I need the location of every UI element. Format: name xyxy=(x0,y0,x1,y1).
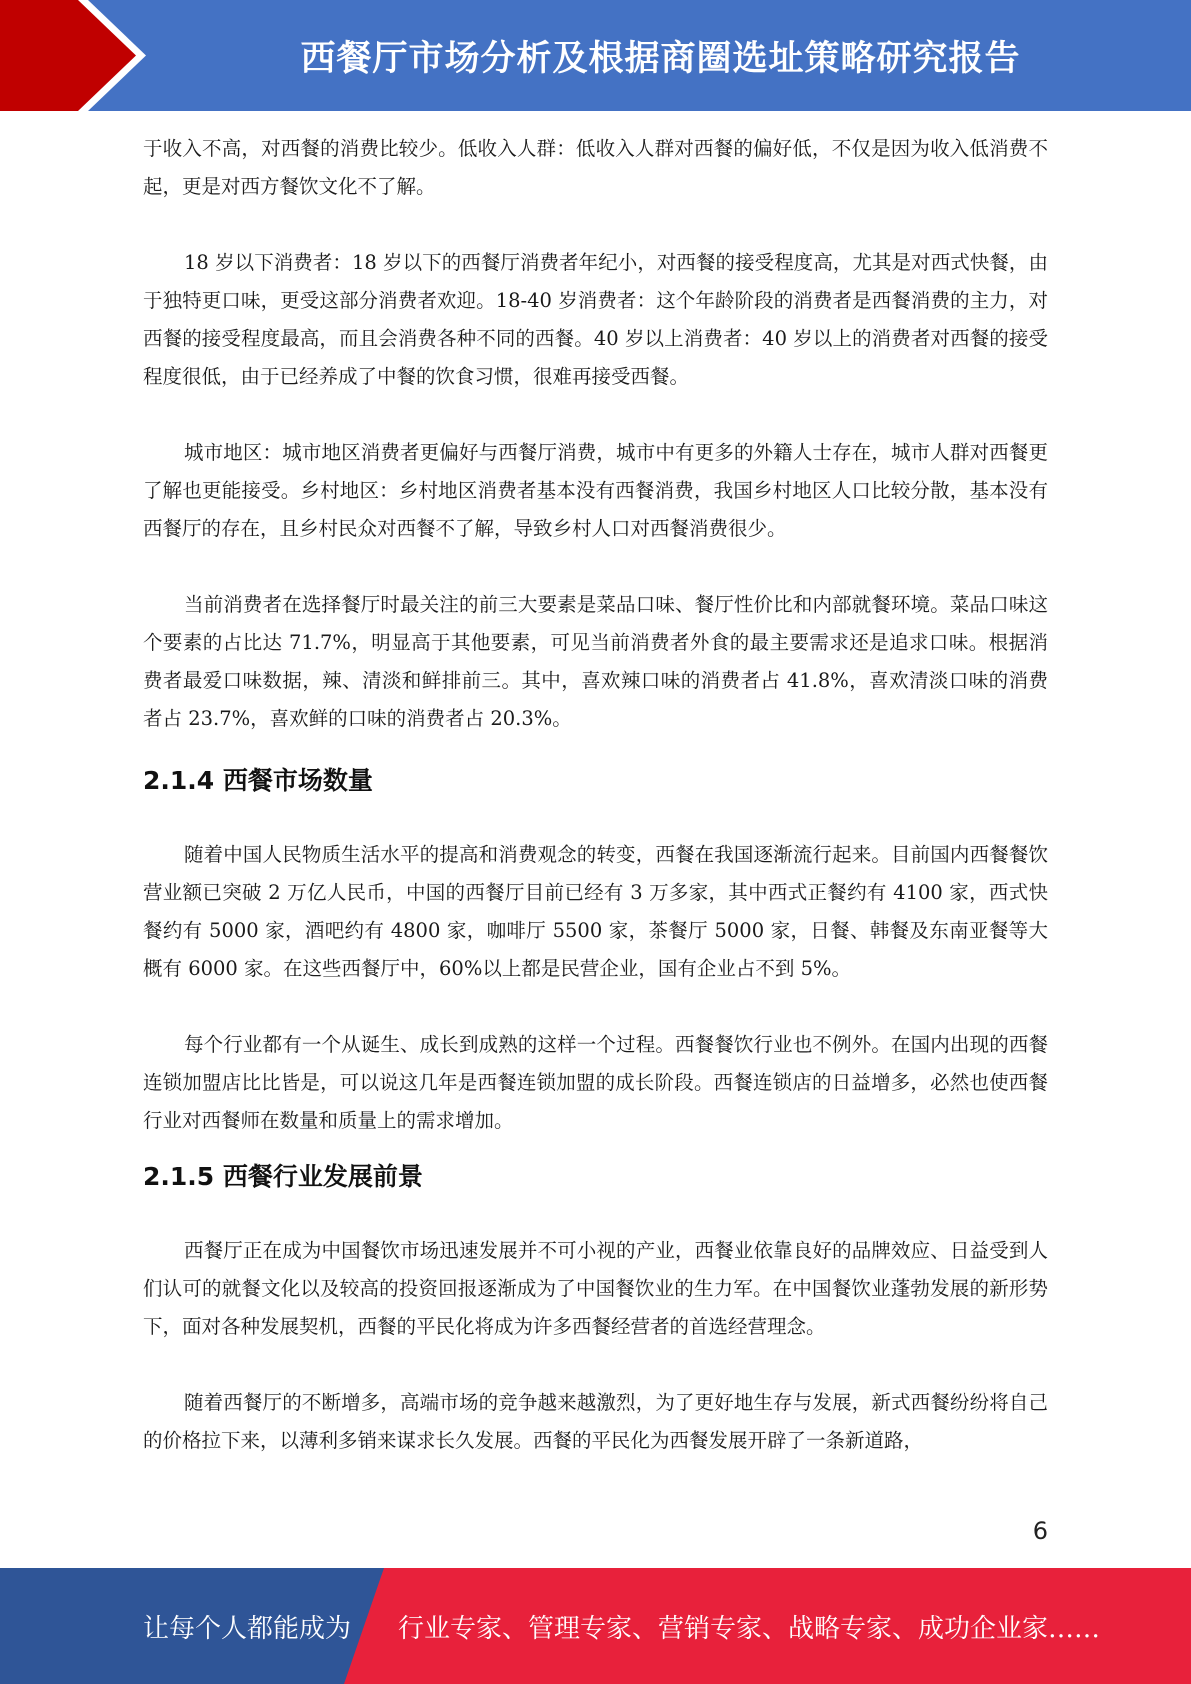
paragraph: 城市地区：城市地区消费者更偏好与西餐厅消费，城市中有更多的外籍人士存在，城市人群对西餐更了解也更能接受。乡村地区：乡村地区消费者基本没有西餐消费，我国乡村地区人口比较分散，基本没有西餐厅的存在，且乡村民众对西餐不了解，导致乡村人口对西餐消费很少。 xyxy=(143,441,1048,540)
header-banner xyxy=(0,0,1191,111)
red-arrow-icon xyxy=(0,0,160,111)
paragraph: 随着西餐厅的不断增多，高端市场的竞争越来越激烈，为了更好地生存与发展，新式西餐纷纷将自己的价格拉下来，以薄利多销来谋求长久发展。西餐的平民化为西餐发展开辟了一条新道路， xyxy=(143,1391,1048,1452)
paragraph: 18 岁以下消费者：18 岁以下的西餐厅消费者年纪小，对西餐的接受程度高，尤其是对西式快餐，由于独特更口味，更受这部分消费者欢迎。18-40 岁消费者：这个年龄阶段的消费者是西餐消费的主力，对西餐的接受程度最高，而且会消费各种不同的西餐。40 岁以上消费者：40 岁以上的消费者对西餐的接受程度很低，由于已经养成了中餐的饮食习惯，很难再接受西餐。 xyxy=(143,251,1048,388)
footer-banner xyxy=(0,1568,1191,1684)
footer-slogan-left: 让每个人都能成为 xyxy=(143,1613,352,1644)
page-number: 6 xyxy=(1032,1517,1048,1545)
paragraph: 西餐厅正在成为中国餐饮市场迅速发展并不可小视的产业，西餐业依靠良好的品牌效应、日益受到人们认可的就餐文化以及较高的投资回报逐渐成为了中国餐饮业的生力军。在中国餐饮业蓬勃发展的新形势下，面对各种发展契机，西餐的平民化将成为许多西餐经营者的首选经营理念。 xyxy=(143,1239,1048,1338)
paragraph: 于收入不高，对西餐的消费比较少。低收入人群：低收入人群对西餐的偏好低，不仅是因为收入低消费不起，更是对西方餐饮文化不了解。 xyxy=(143,137,1048,198)
section-heading: 2.1.4 西餐市场数量 xyxy=(143,766,373,795)
footer-slogan-right: 行业专家、管理专家、营销专家、战略专家、成功企业家…… xyxy=(398,1613,1101,1644)
paragraph: 每个行业都有一个从诞生、成长到成熟的这样一个过程。西餐餐饮行业也不例外。在国内出现的西餐连锁加盟店比比皆是，可以说这几年是西餐连锁加盟的成长阶段。西餐连锁店的日益增多，必然也使西餐行业对西餐师在数量和质量上的需求增加。 xyxy=(143,1033,1048,1132)
section-heading: 2.1.5 西餐行业发展前景 xyxy=(143,1162,423,1191)
report-title: 西餐厅市场分析及根据商圈选址策略研究报告 xyxy=(300,38,1021,79)
document-body xyxy=(143,130,1048,1460)
paragraph: 随着中国人民物质生活水平的提高和消费观念的转变，西餐在我国逐渐流行起来。目前国内西餐餐饮营业额已突破 2 万亿人民币，中国的西餐厅目前已经有 3 万多家，其中西式正餐约有 4100 家，西式快餐约有 5000 家，酒吧约有 4800 家，咖啡厅 5500 家，茶餐厅 5000 家，日餐、韩餐及东南亚餐等大概有 6000 家。在这些西餐厅中，60%以上都是民营企业，国有企业占不到 5%。 xyxy=(143,843,1048,980)
paragraph: 当前消费者在选择餐厅时最关注的前三大要素是菜品口味、餐厅性价比和内部就餐环境。菜品口味这个要素的占比达 71.7%，明显高于其他要素，可见当前消费者外食的最主要需求还是追求口味。根据消费者最爱口味数据，辣、清淡和鲜排前三。其中，喜欢辣口味的消费者占 41.8%，喜欢清淡口味的消费者占 23.7%，喜欢鲜的口味的消费者占 20.3%。 xyxy=(143,593,1048,730)
